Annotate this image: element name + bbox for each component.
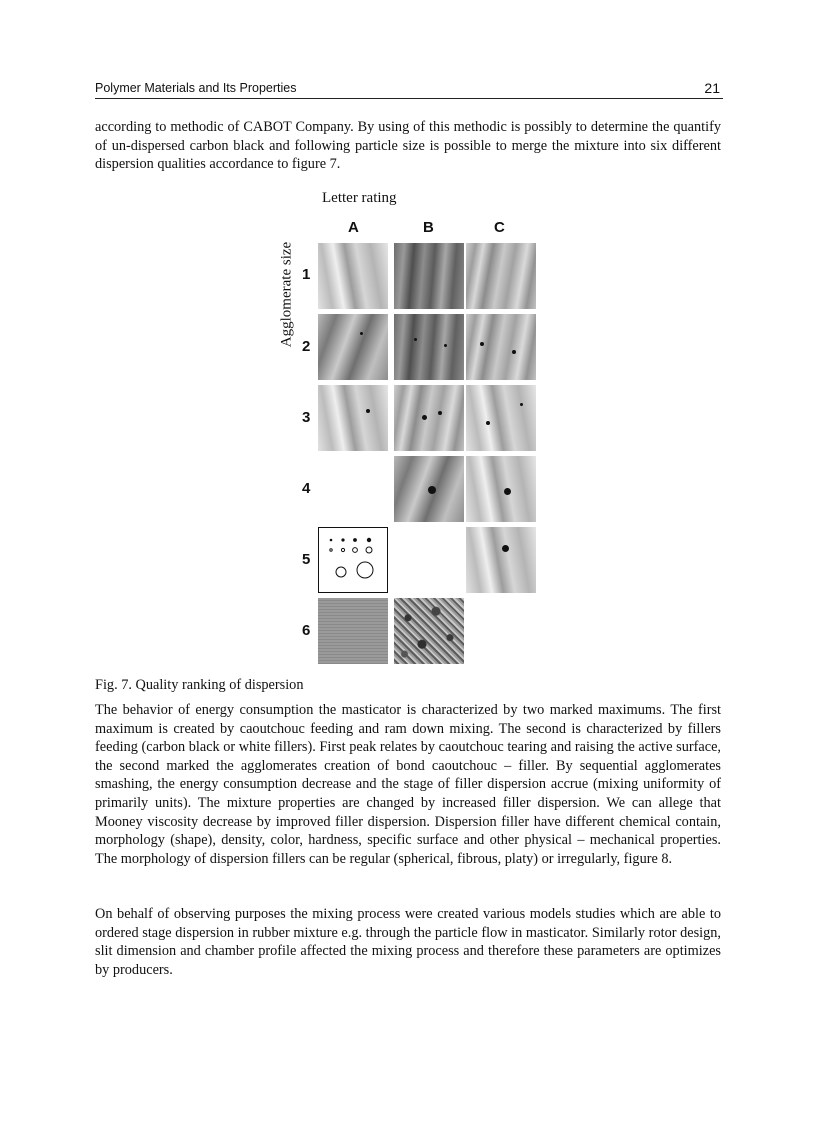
agglomerate-dot <box>366 409 370 413</box>
agglomerate-dot <box>520 403 523 406</box>
micrograph-a2 <box>318 314 388 380</box>
micrograph-b2 <box>394 314 464 380</box>
micrograph-c4 <box>466 456 536 522</box>
agglomerate-dot <box>502 545 509 552</box>
page-number: 21 <box>704 80 720 96</box>
figure-letter-rating-title: Letter rating <box>322 190 397 206</box>
column-label-b: B <box>423 219 434 236</box>
micrograph-c5 <box>466 527 536 593</box>
micrograph-c2 <box>466 314 536 380</box>
agglomerate-dot <box>428 486 436 494</box>
agglomerate-dot <box>480 342 484 346</box>
micrograph-b6 <box>394 598 464 664</box>
schematic-a5 <box>318 527 388 593</box>
row-label-5: 5 <box>302 551 311 568</box>
running-header <box>95 80 723 99</box>
micrograph-a1 <box>318 243 388 309</box>
micrograph-c1 <box>466 243 536 309</box>
micrograph-b3 <box>394 385 464 451</box>
agglomerate-dot <box>486 421 490 425</box>
micrograph-c3 <box>466 385 536 451</box>
row-label-6: 6 <box>302 622 311 639</box>
running-header-title: Polymer Materials and Its Properties <box>95 81 297 95</box>
micrograph-a6 <box>318 598 388 664</box>
row-label-2: 2 <box>302 338 311 355</box>
agglomerate-dot <box>444 344 447 347</box>
figure-7 <box>262 186 552 670</box>
body-paragraph-2: On behalf of observing purposes the mixing process were created various models studies which are able to ordered stage dispersion in rubber mixture e.g. through the particle flow in masticator. Similarly rotor design, slit dimension and chamber profile affected the mixing process and therefore these parameters are optimizes by producers. <box>95 906 721 978</box>
column-label-a: A <box>348 219 359 236</box>
schematic-particles-drawing <box>319 528 386 591</box>
agglomerate-dot <box>414 338 417 341</box>
row-label-1: 1 <box>302 266 311 283</box>
row-label-3: 3 <box>302 409 311 426</box>
micrograph-a3 <box>318 385 388 451</box>
agglomerate-dot <box>438 411 442 415</box>
figure-caption: Fig. 7. Quality ranking of dispersion <box>95 677 304 693</box>
micrograph-b1 <box>394 243 464 309</box>
body-paragraph-1: The behavior of energy consumption the masticator is characterized by two marked maximums. The first maximum is created by caoutchouc feeding and ram down mixing. The second is characterized by fillers feeding (carbon black or white fillers). First peak relates by caoutchouc tearing and raising the active surface, the second marked the agglomerates creation of bond caoutchouc – filler. By sequential agglomerates smashing, the energy consumption decrease and the stage of filler dispersion accrue (mixing uniformity of primarily units). The mixture properties are changed by increased filler dispersion. We can allege that Mooney viscosity decrease by improved filler dispersion. Dispersion filler have different chemical contain, morphology (shape), density, color, hardness, specific surface and other physical – mechanical properties. The morphology of dispersion fillers can be regular (spherical, fibrous, platy) or irregularly, figure 8. <box>95 702 721 867</box>
micrograph-b4 <box>394 456 464 522</box>
column-label-c: C <box>494 219 505 236</box>
agglomerate-dot <box>360 332 363 335</box>
figure-agglomerate-size-label: Agglomerate size <box>278 241 295 348</box>
intro-paragraph: according to methodic of CABOT Company. By using of this methodic is possibly to determine the quantify of un-dispersed carbon black and following particle size is possible to merge the mixture into six different dispersion qualities accordance to figure 7. <box>95 119 721 173</box>
row-label-4: 4 <box>302 480 311 497</box>
agglomerate-dot <box>512 350 516 354</box>
agglomerate-dot <box>422 415 427 420</box>
agglomerate-dot <box>504 488 511 495</box>
